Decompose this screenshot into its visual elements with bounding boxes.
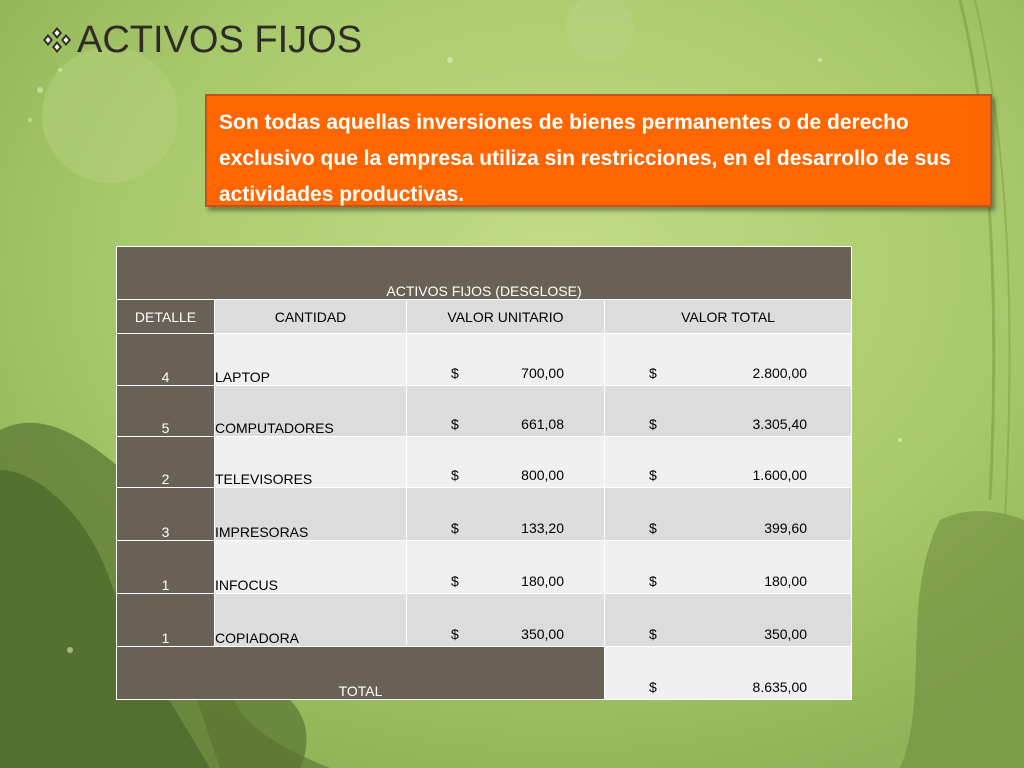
row-detalle: 5 (117, 386, 215, 437)
definition-text: Son todas aquellas inversiones de bienes permanentes o de derecho exclusivo que la empresa utiliza sin restricciones, en el desarrollo de sus actividades productivas. (219, 111, 951, 206)
total-amount: 2.800,00 (752, 365, 808, 381)
fixed-assets-table (116, 246, 851, 700)
currency-symbol: $ (649, 679, 657, 695)
unit-amount: 133,20 (521, 520, 564, 536)
table-row (117, 334, 852, 386)
unit-amount: 800,00 (521, 467, 564, 483)
unit-amount: 700,00 (521, 365, 564, 381)
row-total-value (605, 594, 852, 647)
table-row (117, 386, 852, 437)
unit-amount: 661,08 (521, 416, 564, 432)
column-header-valor-total: VALOR TOTAL (605, 300, 852, 334)
row-detalle: 1 (117, 541, 215, 594)
row-detalle: 4 (117, 334, 215, 386)
table-row (117, 541, 852, 594)
row-unit-value (407, 386, 605, 437)
currency-symbol: $ (649, 520, 657, 536)
total-amount: 399,60 (764, 520, 808, 536)
table-title: ACTIVOS FIJOS (DESGLOSE) (117, 247, 852, 300)
unit-amount: 180,00 (521, 573, 564, 589)
row-item: TELEVISORES (215, 437, 407, 488)
total-amount: 350,00 (764, 626, 808, 642)
column-header-detalle: DETALLE (117, 300, 215, 334)
currency-symbol: $ (451, 573, 459, 589)
row-detalle: 3 (117, 488, 215, 541)
total-amount: 180,00 (764, 573, 808, 589)
row-item: COPIADORA (215, 594, 407, 647)
definition-callout (205, 94, 992, 207)
row-unit-value (407, 594, 605, 647)
slide-title (40, 17, 362, 63)
row-item: LAPTOP (215, 334, 407, 386)
currency-symbol: $ (451, 626, 459, 642)
page-title: ACTIVOS FIJOS (77, 19, 363, 61)
total-row (117, 647, 852, 700)
row-total-value (605, 386, 852, 437)
row-item: COMPUTADORES (215, 386, 407, 437)
row-item: INFOCUS (215, 541, 407, 594)
row-detalle: 1 (117, 594, 215, 647)
total-label: TOTAL (117, 647, 605, 700)
unit-amount: 350,00 (521, 626, 564, 642)
currency-symbol: $ (649, 626, 657, 642)
currency-symbol: $ (649, 416, 657, 432)
assets-grid (116, 246, 852, 700)
table-row (117, 437, 852, 488)
column-header-cantidad: CANTIDAD (215, 300, 407, 334)
row-unit-value (407, 541, 605, 594)
row-unit-value (407, 437, 605, 488)
currency-symbol: $ (451, 520, 459, 536)
row-detalle: 2 (117, 437, 215, 488)
table-row (117, 488, 852, 541)
row-unit-value (407, 488, 605, 541)
currency-symbol: $ (649, 365, 657, 381)
total-amount: 3.305,40 (752, 416, 808, 432)
grand-total-amount: 8.635,00 (752, 679, 808, 695)
row-unit-value (407, 334, 605, 386)
row-item: IMPRESORAS (215, 488, 407, 541)
table-row (117, 594, 852, 647)
currency-symbol: $ (649, 573, 657, 589)
row-total-value (605, 437, 852, 488)
row-total-value (605, 488, 852, 541)
currency-symbol: $ (451, 416, 459, 432)
currency-symbol: $ (649, 467, 657, 483)
column-header-valor-unitario: VALOR UNITARIO (407, 300, 605, 334)
total-amount: 1.600,00 (752, 467, 808, 483)
table-title-row (117, 247, 852, 300)
row-total-value (605, 541, 852, 594)
row-total-value (605, 334, 852, 386)
column-header-row (117, 300, 852, 334)
currency-symbol: $ (451, 365, 459, 381)
currency-symbol: $ (451, 467, 459, 483)
grand-total-value (605, 647, 852, 700)
four-diamond-bullet-icon (40, 26, 74, 54)
